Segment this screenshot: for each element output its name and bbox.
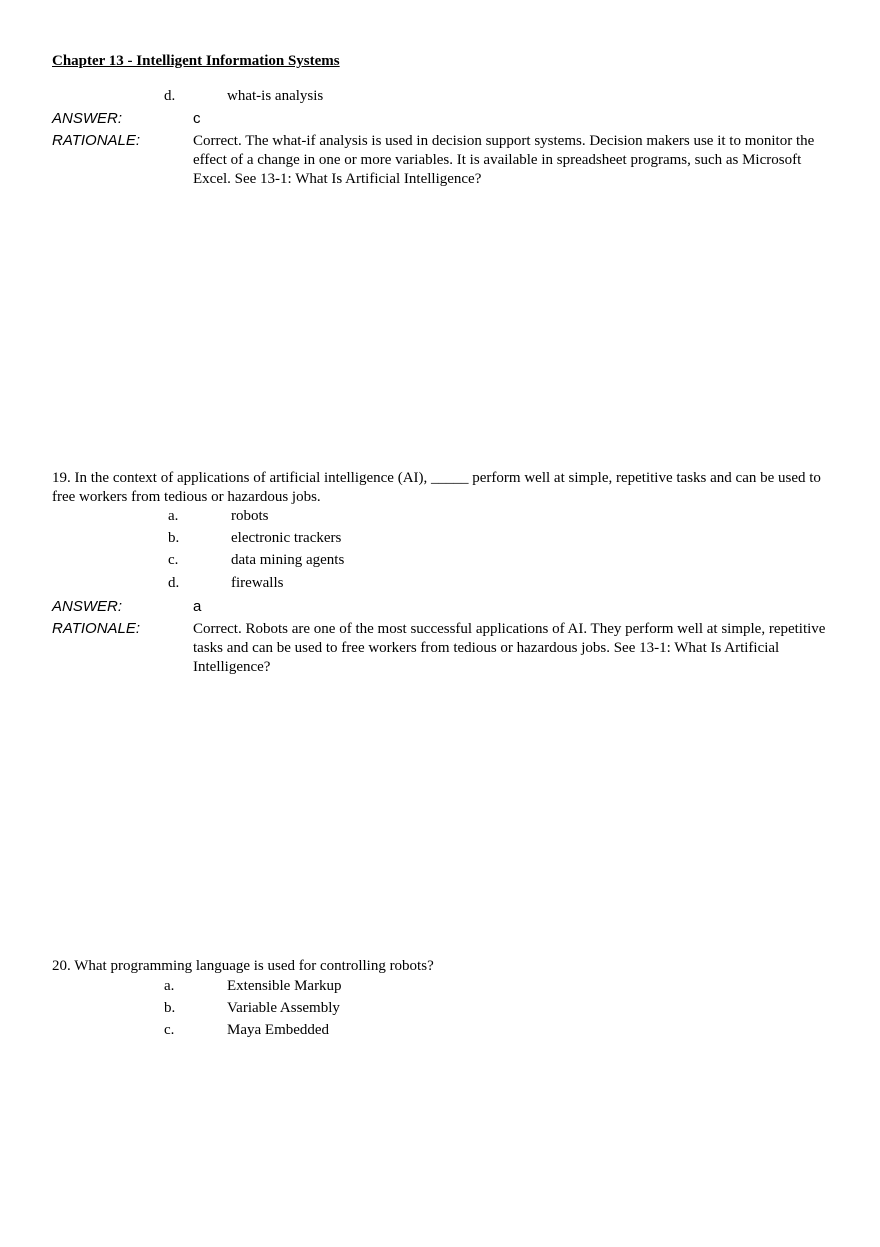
q19-option-c-text: data mining agents — [231, 552, 345, 568]
q19-option-a-letter: a. — [168, 508, 179, 524]
q20-option-a-text: Extensible Markup — [227, 978, 342, 994]
q20-option-b-text: Variable Assembly — [227, 1000, 340, 1016]
q19-answer-label: ANSWER: — [52, 598, 123, 615]
q20-option-a-letter: a. — [164, 978, 175, 994]
q19-rationale-text: Correct. Robots are one of the most successful applications of AI. They perform well at simple, repetitive tasks and can be used to free workers from tedious or hazardous jobs. See 13-1: What Is Artificial Intelligence? — [193, 621, 826, 675]
chapter-title: Chapter 13 - Intelligent Information Systems — [52, 53, 340, 69]
q18-option-d-text: what-is analysis — [227, 88, 324, 104]
q19-option-b-text: electronic trackers — [231, 530, 342, 546]
q18-answer-value: c — [193, 110, 201, 127]
q19-option-d-text: firewalls — [231, 575, 284, 591]
q19-option-d-letter: d. — [168, 575, 180, 591]
q19-option-c-letter: c. — [168, 552, 179, 568]
q18-rationale-label: RATIONALE: — [52, 132, 141, 149]
q20-option-c-letter: c. — [164, 1022, 175, 1038]
q20-option-c-text: Maya Embedded — [227, 1022, 330, 1038]
q19-rationale-label: RATIONALE: — [52, 620, 141, 637]
q19-option-a-text: robots — [231, 508, 269, 524]
q20-question-text: 20. What programming language is used for controlling robots? — [52, 958, 434, 974]
q18-answer-label: ANSWER: — [52, 110, 123, 127]
q18-rationale-text: Correct. The what-if analysis is used in decision support systems. Decision makers use it to monitor the effect of a change in one or more variables. It is available in spreadsheet programs, such as Microsoft Excel. See 13-1: What Is Artificial Intelligence? — [193, 133, 815, 187]
q19-answer-value: a — [193, 598, 202, 615]
q20-option-b-letter: b. — [164, 1000, 176, 1016]
q19-option-b-letter: b. — [168, 530, 180, 546]
q18-option-d-letter: d. — [164, 88, 176, 104]
q19-question-text: 19. In the context of applications of artificial intelligence (AI), _____ perform well at simple, repetitive tasks and can be used to free workers from tedious or hazardous jobs. — [52, 470, 821, 505]
